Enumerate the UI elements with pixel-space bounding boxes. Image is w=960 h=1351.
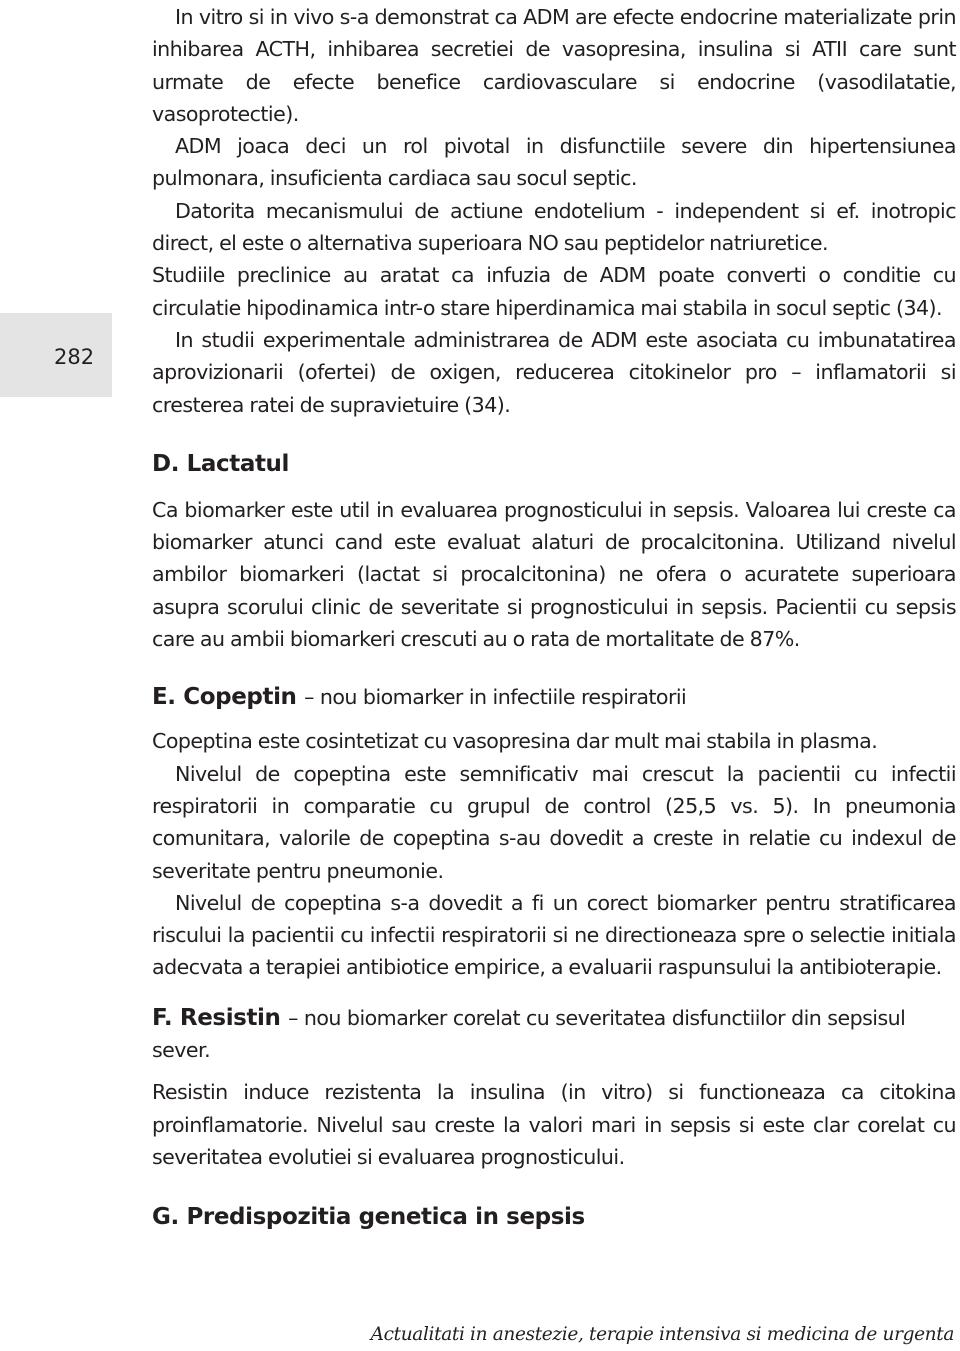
page-number: 282 bbox=[54, 345, 95, 369]
section-heading-resistin bbox=[152, 1002, 956, 1067]
section-heading-lactatul bbox=[152, 448, 956, 480]
section-letter: G. bbox=[152, 1204, 179, 1231]
paragraph-adm-endocrine-effects: In vitro si in vivo s-a demonstrat ca ADM are efecte endocrine materializate prin inhibarea ACTH, inhibarea secretiei de vasopresina, insulina si ATII care sunt urmate de efecte benefice cardiovasculare si endocrine (vasodilatatie, vasoprotectie). bbox=[152, 5, 956, 126]
paragraph-lactatul: Ca biomarker este util in evaluarea prognosticului in sepsis. Valoarea lui creste ca biomarker atunci cand este evaluat alaturi de procalcitonina. Utilizand nivelul ambilor biomarkeri (lactat si procalcitonina) ne ofera o acuratete superioara asupra scorului clinic de severitate si prognosticului in sepsis. Pacientii cu sepsis care au ambii biomarkeri crescuti au o rata de mortalitate de 87%. bbox=[152, 497, 956, 652]
paragraph-resistin: Resistin induce rezistenta la insulina (in vitro) si functioneaza ca citokina proinflamatorie. Nivelul sau creste la valori mari in sepsis si este clar corelat cu severitatea evolutiei si evaluarea prognosticului. bbox=[152, 1080, 956, 1169]
paragraph-adm-pivotal-role: ADM joaca deci un rol pivotal in disfunctiile severe din hipertensiunea pulmonara, insuficienta cardiaca sau socul septic. bbox=[152, 134, 956, 191]
section-subtitle: – nou biomarker in infectiile respiratorii bbox=[304, 685, 687, 710]
section-title: Lactatul bbox=[186, 450, 290, 477]
section-letter: E. bbox=[152, 684, 176, 711]
main-text-column bbox=[152, 0, 956, 1233]
paragraph-copeptin-plasma: Copeptina este cosintetizat cu vasopresina dar mult mai stabila in plasma. bbox=[152, 729, 878, 754]
running-footer: Actualitati in anestezie, terapie intensiva si medicina de urgenta bbox=[370, 1324, 954, 1345]
section-title: Resistin bbox=[179, 1004, 281, 1031]
section-letter: D. bbox=[152, 450, 180, 477]
section-letter: F. bbox=[152, 1004, 173, 1031]
section-title: Copeptin bbox=[183, 684, 297, 711]
paragraph-experimental-studies: In studii experimentale administrarea de ADM este asociata cu imbunatatirea aprovizionarii (ofertei) de oxigen, reducerea citokinelor pro – inflamatorii si cresterea ratei de supravietuire (34). bbox=[152, 327, 956, 417]
section-subtitle: – nou biomarker corelat cu severitatea disfunctiilor din sepsisul sever. bbox=[152, 1005, 906, 1063]
paragraph-adm-mechanism: Datorita mecanismului de actiune endotelium - independent si ef. inotropic direct, el este o alternativa superioara NO sau peptidelor natriuretice. bbox=[152, 198, 956, 256]
paragraph-copeptin-stratification: Nivelul de copeptina s-a dovedit a fi un corect biomarker pentru stratificarea riscului la pacientii cu infectii respiratorii si ne directioneaza spre o selectie initiala adecvata a terapiei antibiotice empirice, a evaluarii raspunsului la antibioterapie. bbox=[152, 890, 956, 980]
section-heading-copeptin bbox=[152, 681, 956, 713]
section-title: Predispozitia genetica in sepsis bbox=[186, 1204, 585, 1231]
section-heading-predispozitia bbox=[152, 1201, 956, 1233]
paragraph-preclinical-studies: Studiile preclinice au aratat ca infuzia de ADM poate converti o conditie cu circulatie hipodinamica intr-o stare hiperdinamica mai stabila in socul septic (34). bbox=[152, 263, 956, 320]
paragraph-copeptin-respiratory: Nivelul de copeptina este semnificativ mai crescut la pacientii cu infectii respiratorii in comparatie cu grupul de control (25,5 vs. 5). In pneumonia comunitara, valorile de copeptina s-au dovedit a creste in relatie cu indexul de severitate pentru pneumonie. bbox=[152, 761, 956, 883]
